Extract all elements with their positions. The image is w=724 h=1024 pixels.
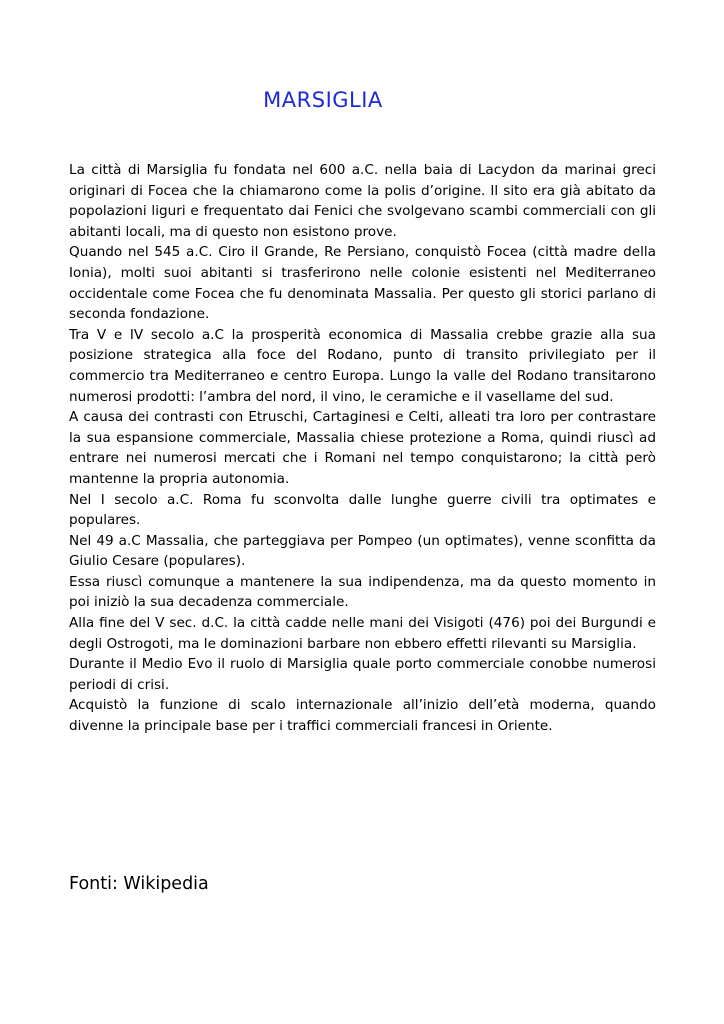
paragraph-middle-ages: Durante il Medio Evo il ruolo di Marsiglia quale porto commerciale conobbe numerosi periodi di crisi. (69, 656, 656, 693)
paragraph-barbarians: Alla fine del V sec. d.C. la città cadde nelle mani dei Visigoti (476) poi dei Burgundi e degli Ostrogoti, ma le dominazioni barbare non ebbero effetti rilevanti su Marsiglia. (69, 615, 656, 652)
document-title: MARSIGLIA (263, 88, 383, 112)
paragraph-civil-wars: Nel I secolo a.C. Roma fu sconvolta dalle lunghe guerre civili tra optimates e populares. (69, 491, 656, 529)
document-body (69, 160, 656, 737)
paragraph-caesar: Nel 49 a.C Massalia, che parteggiava per Pompeo (un optimates), venne sconfitta da Giulio Cesare (populares). (69, 532, 656, 570)
paragraph-foundation: La città di Marsiglia fu fondata nel 600 a.C. nella baia di Lacydon da marinai greci originari di Focea che la chiamarono come la polis d’origine. Il sito era già abitato da popolazioni liguri e frequentato dai Fenici che svolgevano scambi commerciali con gli abitanti locali, ma di questo non esistono prove. (69, 162, 656, 240)
paragraph-second-foundation: Quando nel 545 a.C. Ciro il Grande, Re Persiano, conquistò Focea (città madre della Ionia), molti suoi abitanti si trasferirono nelle colonie esistenti nel Mediterraneo occidentale come Focea che fu denominata Massalia. Per questo gli storici parlano di seconda fondazione. (69, 244, 656, 323)
paragraph-prosperity: Tra V e IV secolo a.C la prosperità economica di Massalia crebbe grazie alla sua posizione strategica alla foce del Rodano, punto di transito privilegiato per il commercio tra Mediterraneo e centro Europa. Lungo la valle del Rodano transitarono numerosi prodotti: l’ambra del nord, il vino, le ceramiche e il vasellame del sud. (69, 326, 656, 405)
paragraph-rome-protection: A causa dei contrasti con Etruschi, Cartaginesi e Celti, alleati tra loro per contrastare la sua espansione commerciale, Massalia chiese protezione a Roma, quindi riuscì ad entrare nei numerosi mercati che i Romani nel tempo conquistarono; la città però mantenne la propria autonomia. (69, 409, 656, 487)
paragraph-modern-age: Acquistò la funzione di scalo internazionale all’inizio dell’età moderna, quando divenne la principale base per i traffici commerciali francesi in Oriente. (69, 697, 656, 735)
paragraph-decline: Essa riuscì comunque a mantenere la sua indipendenza, ma da questo momento in poi iniziò la sua decadenza commerciale. (69, 573, 656, 611)
sources-note: Fonti: Wikipedia (69, 874, 209, 894)
